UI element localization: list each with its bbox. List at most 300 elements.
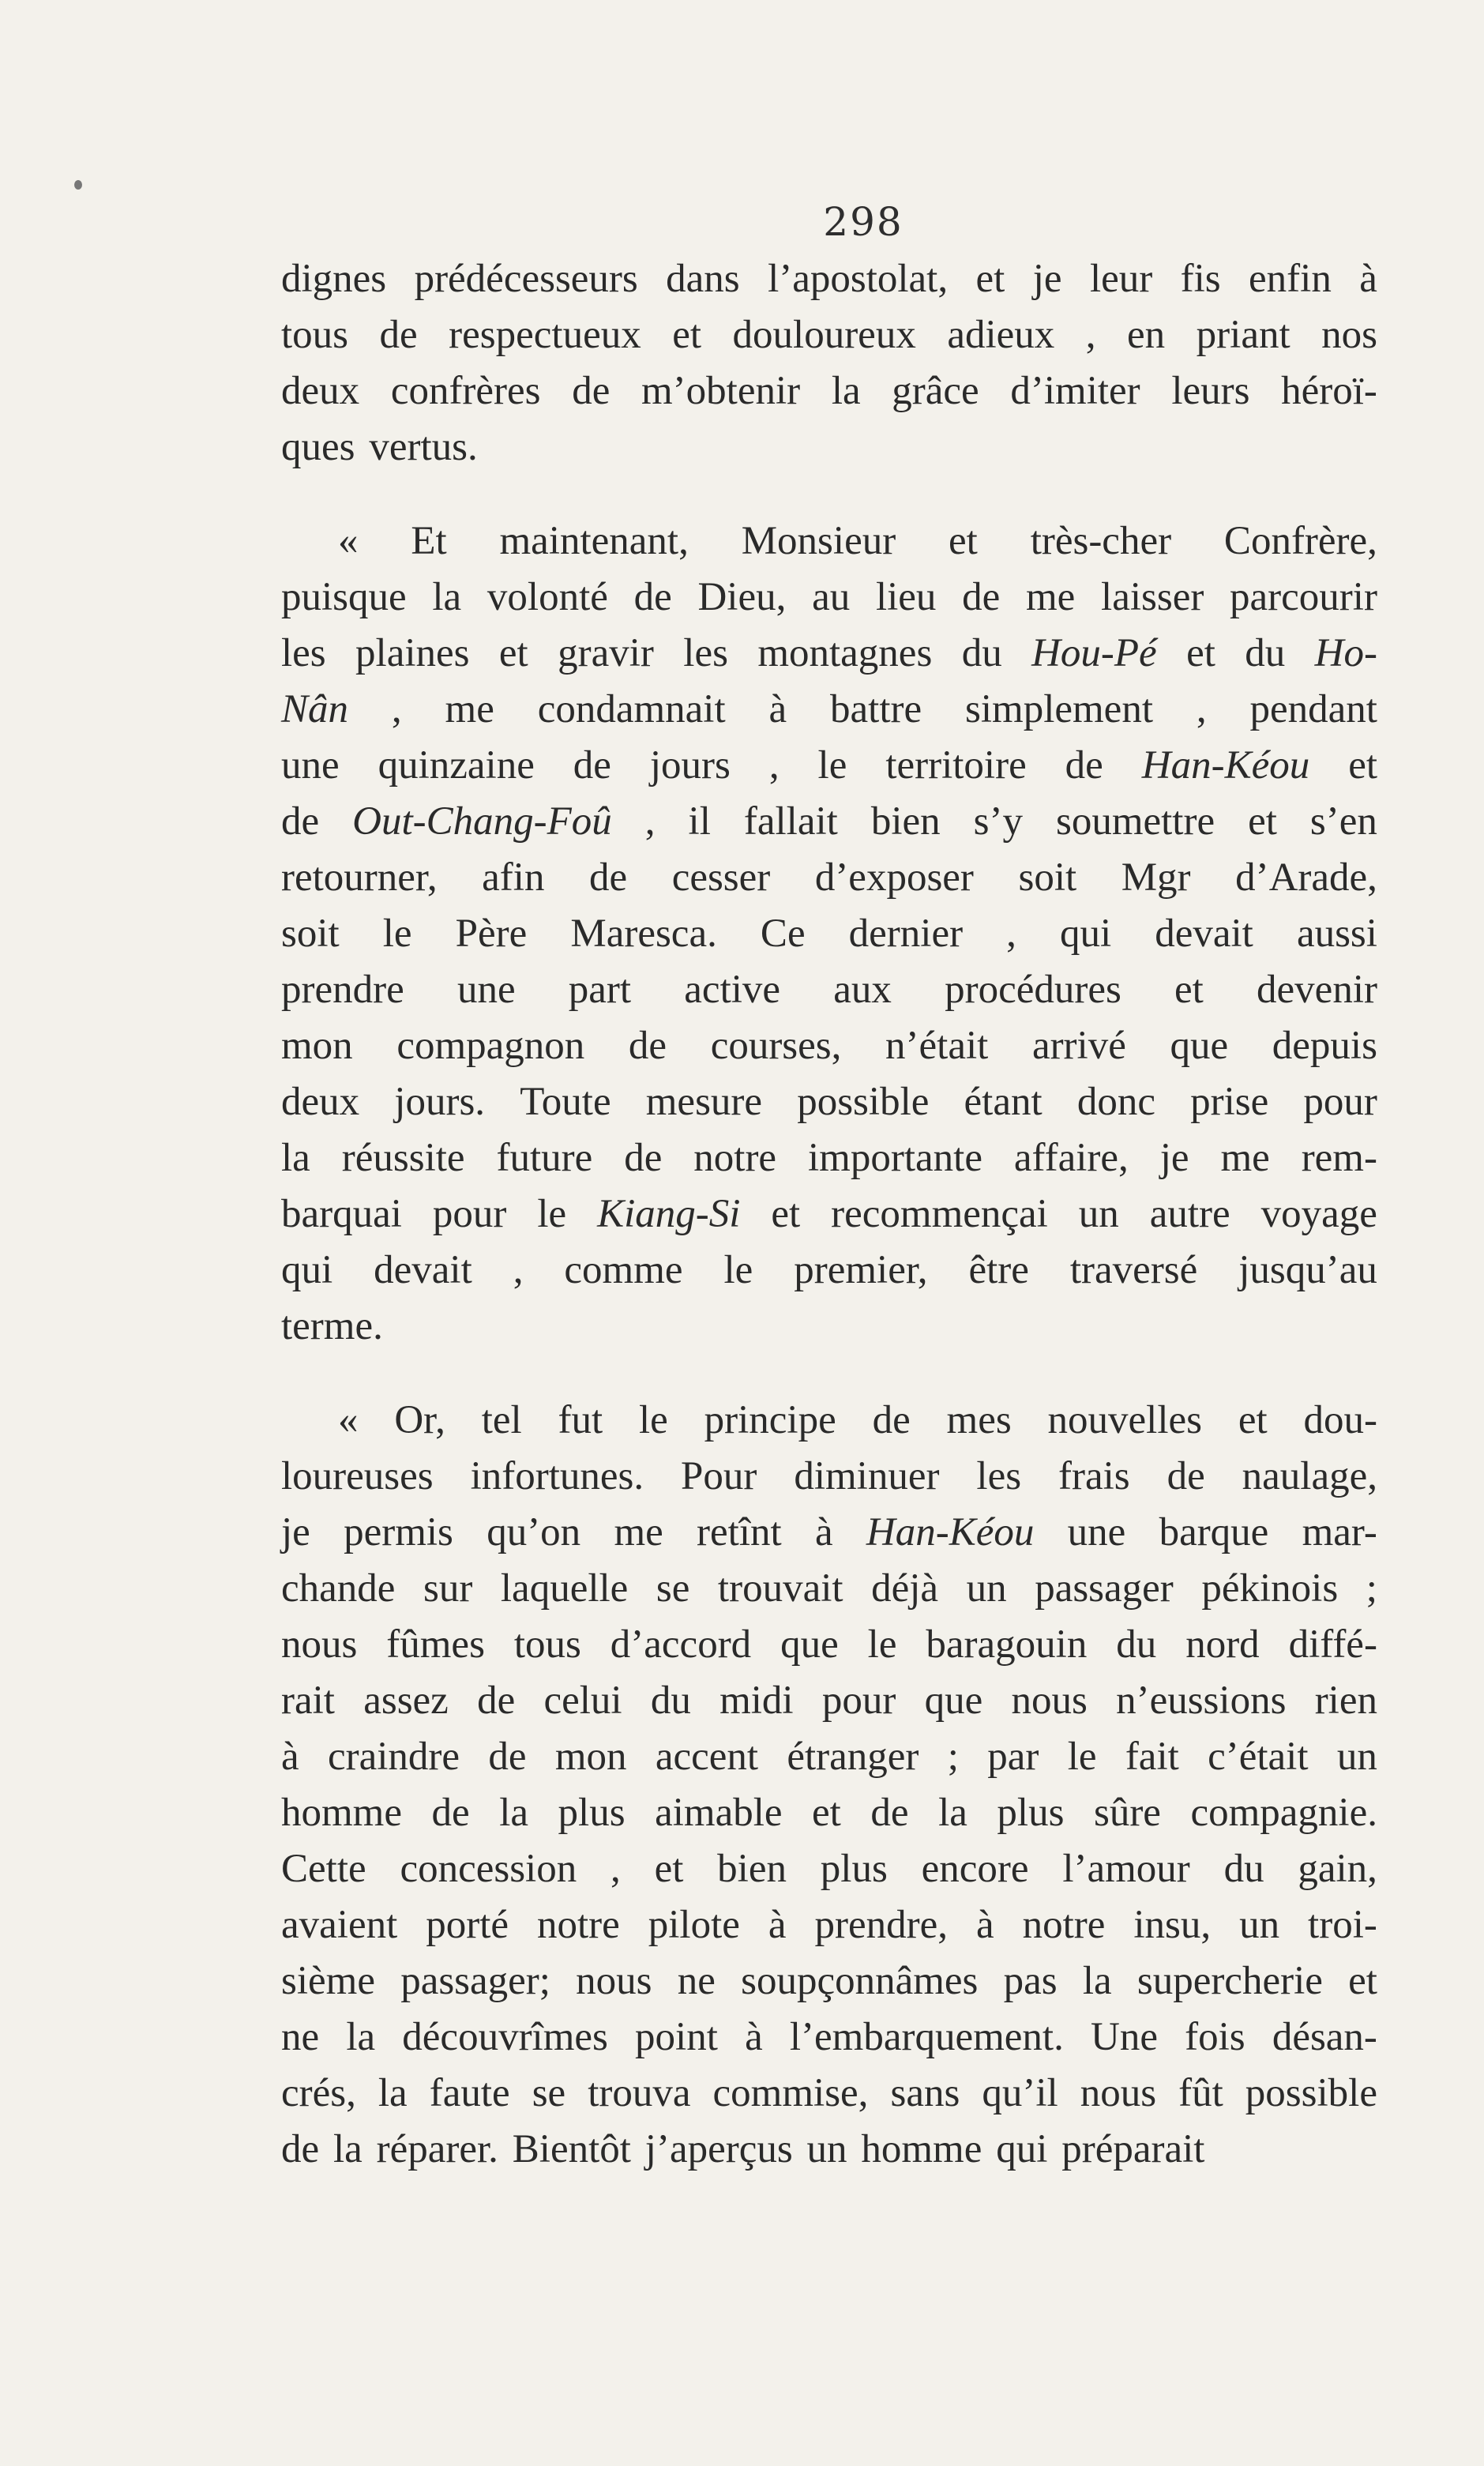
word: donc [1076, 1080, 1155, 1124]
word: et [975, 257, 1005, 301]
word: diffé- [1288, 1622, 1377, 1667]
word: bien [717, 1847, 787, 1891]
word: préparait [1061, 2127, 1205, 2171]
word: pékinois [1201, 1566, 1339, 1611]
word: courses, [710, 1024, 842, 1068]
word: et [1174, 968, 1204, 1012]
word: de [870, 1791, 909, 1835]
word: un [966, 1566, 1007, 1611]
word: pas [1003, 1959, 1058, 2003]
word: de [431, 1791, 470, 1835]
text-line [281, 794, 1377, 850]
word: du [1223, 1847, 1264, 1891]
word: aussi [1296, 912, 1377, 956]
word: la [938, 1791, 967, 1835]
text-line [281, 570, 1377, 626]
text-line [281, 906, 1377, 962]
word: insu, [1133, 1903, 1212, 1947]
word: premier, [794, 1248, 928, 1292]
word: vertus. [369, 425, 478, 469]
word: la [378, 2071, 408, 2115]
word: passager; [400, 1959, 550, 2003]
word: de [633, 575, 672, 619]
italic-word: Nân [281, 687, 349, 731]
word: une [281, 743, 340, 788]
word: devait [1155, 912, 1253, 956]
word: baragouin [926, 1622, 1088, 1667]
word: le [1067, 1735, 1097, 1779]
word: tel [481, 1398, 522, 1442]
word: de [572, 369, 611, 413]
word: nous [1011, 1678, 1088, 1723]
word: l’apostolat, [768, 257, 949, 301]
text-line [281, 513, 1377, 570]
word: notre [536, 1903, 620, 1947]
word: prédécesseurs [414, 257, 638, 301]
word: à [768, 1903, 787, 1947]
word: ; [947, 1735, 959, 1779]
word: fut [558, 1398, 603, 1442]
word: plaines [355, 631, 470, 675]
word: au [812, 575, 851, 619]
word: grâce [892, 369, 979, 413]
word: aimable [655, 1791, 783, 1835]
word: respectueux [449, 313, 641, 357]
word: c’était [1208, 1735, 1309, 1779]
word: étranger [787, 1735, 919, 1779]
word: laquelle [500, 1566, 629, 1611]
word: la [499, 1791, 528, 1835]
text-line [281, 1299, 1377, 1355]
word: Père [455, 912, 528, 956]
word: du [961, 631, 1002, 675]
word: supercherie [1136, 1959, 1323, 2003]
word: montagnes [757, 631, 933, 675]
word: Confrère, [1223, 519, 1377, 563]
word: Et [411, 519, 447, 563]
word: mesure [645, 1080, 763, 1124]
word: celui [543, 1678, 622, 1723]
word: possible [797, 1080, 930, 1124]
body-text [281, 251, 1377, 2178]
text-line [281, 850, 1377, 906]
word: d’Arade, [1235, 855, 1377, 900]
word: depuis [1272, 1024, 1377, 1068]
word: la [332, 2127, 363, 2171]
word: notre [693, 1136, 777, 1180]
word: compagnie. [1190, 1791, 1377, 1835]
text-line [281, 1841, 1377, 1897]
word: Mgr [1121, 855, 1191, 900]
word: enfin [1249, 257, 1332, 301]
word: tous [513, 1622, 581, 1667]
word: à [975, 1903, 994, 1947]
word: que [924, 1678, 983, 1723]
word: quinzaine [378, 743, 535, 788]
word: et [1348, 743, 1377, 788]
italic-word: Han-Kéou [1141, 743, 1310, 788]
word: passager [1035, 1566, 1174, 1611]
word: la [281, 1136, 310, 1180]
page-number: 298 [823, 199, 904, 245]
word: leur [1089, 257, 1153, 301]
word [1315, 626, 1377, 682]
word: je [1159, 1136, 1189, 1180]
word: encore [921, 1847, 1029, 1891]
word: une [1067, 1510, 1126, 1554]
word: soumettre [1055, 799, 1215, 844]
text-line [281, 1673, 1377, 1729]
word: recommençai [831, 1192, 1048, 1236]
text-line [281, 1617, 1377, 1673]
text-line [281, 626, 1377, 682]
word: fois [1185, 2015, 1245, 2059]
word: , [1085, 313, 1096, 357]
word: sur [423, 1566, 473, 1611]
word: être [968, 1248, 1029, 1292]
word: crés, [281, 2071, 356, 2115]
word: ; [1366, 1566, 1377, 1611]
word: retînt [697, 1510, 782, 1554]
word: fallait [743, 799, 838, 844]
word: de [477, 1678, 516, 1723]
word: avaient [281, 1903, 398, 1947]
text-line [281, 2066, 1377, 2122]
word: « [338, 519, 359, 563]
word: rait [281, 1678, 335, 1723]
word: , [513, 1248, 524, 1292]
word: soit [281, 912, 340, 956]
word: rien [1314, 1678, 1377, 1723]
word: Dieu, [697, 575, 787, 619]
word: me [614, 1510, 663, 1554]
word: de [872, 1398, 911, 1442]
word: douloureux [732, 313, 916, 357]
word: craindre [327, 1735, 460, 1779]
word: devenir [1257, 968, 1377, 1012]
word: désan- [1272, 2015, 1377, 2059]
text-line [281, 1729, 1377, 1785]
word [597, 1186, 740, 1242]
word [1142, 738, 1309, 794]
word: un [1078, 1192, 1119, 1236]
word: réparer. [376, 2127, 498, 2171]
word: laisser [1101, 575, 1204, 619]
word: jours [649, 743, 731, 788]
word: fait [1125, 1735, 1179, 1779]
italic-word: Han-Kéou [866, 1510, 1035, 1554]
word: afin [482, 855, 545, 900]
word: le [382, 912, 412, 956]
word: n’eussions [1116, 1678, 1287, 1723]
word: de [962, 575, 1001, 619]
word: nous [281, 1622, 358, 1667]
word: barquai [281, 1192, 402, 1236]
word: adieux [947, 313, 1055, 357]
word: de [281, 799, 320, 844]
word: le [867, 1622, 897, 1667]
word: battre [830, 687, 922, 731]
text-line [281, 1785, 1377, 1841]
word: confrères [390, 369, 541, 413]
word: et [812, 1791, 841, 1835]
text-line [281, 307, 1377, 363]
word: pendant [1249, 687, 1377, 731]
word: puisque [281, 575, 407, 619]
text-line [281, 682, 1377, 738]
word: n’était [885, 1024, 989, 1068]
word: cesser [671, 855, 771, 900]
word: sans [890, 2071, 960, 2115]
word: dignes [281, 257, 387, 301]
word: de [589, 855, 628, 900]
word: prise [1190, 1080, 1269, 1124]
word: nouvelles [1047, 1398, 1202, 1442]
text-line [281, 1561, 1377, 1617]
text-line [281, 251, 1377, 307]
word: mon [281, 1024, 353, 1068]
word: me [1220, 1136, 1270, 1180]
word: autre [1149, 1192, 1230, 1236]
word: maintenant, [499, 519, 689, 563]
word: Bientôt [512, 2127, 631, 2171]
word: à [814, 1510, 833, 1554]
word: je [281, 1510, 310, 1554]
word: en [1127, 313, 1166, 357]
word: qui [996, 2127, 1048, 2171]
word: Monsieur [741, 519, 896, 563]
word: me [1026, 575, 1076, 619]
word: « [338, 1398, 359, 1442]
word: de [1065, 743, 1103, 788]
word: homme [281, 1791, 402, 1835]
text-line [281, 2122, 1377, 2178]
word: un [806, 2127, 847, 2171]
word: accent [655, 1735, 759, 1779]
word: fûmes [386, 1622, 485, 1667]
word: compagnon [396, 1024, 585, 1068]
word: sûre [1093, 1791, 1161, 1835]
word: Toute [520, 1080, 611, 1124]
word: Cette [281, 1847, 366, 1891]
word: le [638, 1398, 668, 1442]
word: le [537, 1192, 567, 1236]
word: leurs [1171, 369, 1250, 413]
word: les [281, 631, 326, 675]
word: lieu [875, 575, 937, 619]
word: et [672, 313, 702, 357]
word: arrivé [1031, 1024, 1126, 1068]
word: de [573, 743, 611, 788]
word: de [379, 313, 418, 357]
word: commise, [712, 2071, 869, 2115]
word: jours. [394, 1080, 486, 1124]
word: nos [1321, 313, 1377, 357]
word: prendre [281, 968, 404, 1012]
word: , [1196, 687, 1207, 731]
word: par [987, 1735, 1039, 1779]
word: s’y [973, 799, 1023, 844]
word: dou- [1303, 1398, 1377, 1442]
word: concession [400, 1847, 577, 1891]
word: déjà [871, 1566, 939, 1611]
word: à [281, 1735, 299, 1779]
word: les [683, 631, 728, 675]
word: héroï- [1281, 369, 1377, 413]
word: barque [1159, 1510, 1269, 1554]
word: soit [1018, 855, 1077, 900]
word: un [1239, 1903, 1280, 1947]
italic-word: Out-Chang-Foû [352, 799, 612, 844]
word: naulage, [1242, 1454, 1377, 1498]
word: s’en [1309, 799, 1377, 844]
word: qu’il [982, 2071, 1058, 2115]
word: troi- [1308, 1903, 1377, 1947]
text-line [281, 1018, 1377, 1074]
word: aux [833, 968, 892, 1012]
word: condamnait [537, 687, 726, 731]
word: du [650, 1678, 691, 1723]
word: qui [1059, 912, 1112, 956]
ink-speck [74, 180, 82, 190]
word: pour [821, 1678, 896, 1723]
word: tous [281, 313, 349, 357]
word: la [831, 369, 861, 413]
text-line [281, 363, 1377, 419]
word: rem- [1301, 1136, 1377, 1180]
word: de [624, 1136, 663, 1180]
word: devait [374, 1248, 472, 1292]
word: jusqu’au [1238, 1248, 1377, 1292]
word: une [456, 968, 516, 1012]
text-line [281, 2009, 1377, 2066]
paragraph [281, 513, 1377, 1355]
word: que [1170, 1024, 1229, 1068]
paragraph [281, 1393, 1377, 2178]
italic-word: Hou-Pé [1031, 631, 1157, 675]
word: et [498, 631, 528, 675]
word: bien [870, 799, 941, 844]
word: importante [808, 1136, 982, 1180]
text-line [281, 1449, 1377, 1505]
word: d’exposer [814, 855, 974, 900]
word: faute [429, 2071, 510, 2115]
word: soupçonnâmes [741, 1959, 979, 2003]
word: à [1359, 257, 1377, 301]
word: plus [558, 1791, 626, 1835]
paragraph-gap [281, 476, 1377, 513]
word: part [568, 968, 632, 1012]
word: point [635, 2015, 718, 2059]
word: porté [426, 1903, 509, 1947]
word: trouvait [717, 1566, 843, 1611]
word: , [391, 687, 402, 731]
word: , [768, 743, 780, 788]
text-line [281, 1897, 1377, 1953]
word: et [771, 1192, 801, 1236]
word: de [1167, 1454, 1205, 1498]
text-line [281, 1074, 1377, 1130]
word: très-cher [1030, 519, 1172, 563]
word: fis [1180, 257, 1221, 301]
text-line [281, 1393, 1377, 1449]
word: se [532, 2071, 566, 2115]
word: nous [1080, 2071, 1157, 2115]
word: du [1116, 1622, 1157, 1667]
word: permis [344, 1510, 453, 1554]
word: qui [281, 1248, 333, 1292]
word: les [976, 1454, 1022, 1498]
text-line [281, 1186, 1377, 1242]
word: m’obtenir [641, 369, 801, 413]
text-line [281, 1242, 1377, 1299]
paragraph-gap [281, 1355, 1377, 1393]
word [352, 794, 612, 850]
word: à [745, 2015, 763, 2059]
word: dernier [848, 912, 964, 956]
word: voyage [1260, 1192, 1377, 1236]
word: du [1245, 631, 1286, 675]
word [866, 1505, 1034, 1561]
word: Ce [760, 912, 806, 956]
word: de [488, 1735, 527, 1779]
word: gain, [1298, 1847, 1377, 1891]
word: de [281, 2127, 320, 2171]
word: la [432, 575, 462, 619]
word: parcourir [1230, 575, 1377, 619]
word: et [1186, 631, 1215, 675]
word: territoire [885, 743, 1027, 788]
word: priant [1196, 313, 1291, 357]
word: je [1032, 257, 1062, 301]
word: mes [946, 1398, 1012, 1442]
word: qu’on [487, 1510, 581, 1554]
word: simplement [965, 687, 1153, 731]
word: pour [432, 1192, 507, 1236]
word: se [656, 1566, 690, 1611]
word: chande [281, 1566, 396, 1611]
word: découvrîmes [402, 2015, 608, 2059]
word: ques [281, 425, 355, 469]
word: plus [997, 1791, 1065, 1835]
word: Or, [394, 1398, 445, 1442]
word: notre [1022, 1903, 1106, 1947]
word: ne [677, 1959, 716, 2003]
word: future [496, 1136, 593, 1180]
word: l’amour [1062, 1847, 1190, 1891]
word: frais [1058, 1454, 1130, 1498]
word: un [1336, 1735, 1377, 1779]
word: loureuses [281, 1454, 434, 1498]
word: assez [363, 1678, 449, 1723]
word: le [723, 1248, 753, 1292]
word: gravir [558, 631, 654, 675]
word: fût [1178, 2071, 1223, 2115]
text-line [281, 419, 1377, 476]
word: affaire, [1013, 1136, 1129, 1180]
word: la [346, 2015, 376, 2059]
word: volonté [487, 575, 608, 619]
word: nord [1185, 1622, 1260, 1667]
word: le [817, 743, 847, 788]
word: et [654, 1847, 684, 1891]
word [1031, 626, 1157, 682]
word: principe [704, 1398, 836, 1442]
text-line [281, 738, 1377, 794]
word: terme. [281, 1304, 383, 1348]
word: d’accord [610, 1622, 752, 1667]
word: il [688, 799, 711, 844]
